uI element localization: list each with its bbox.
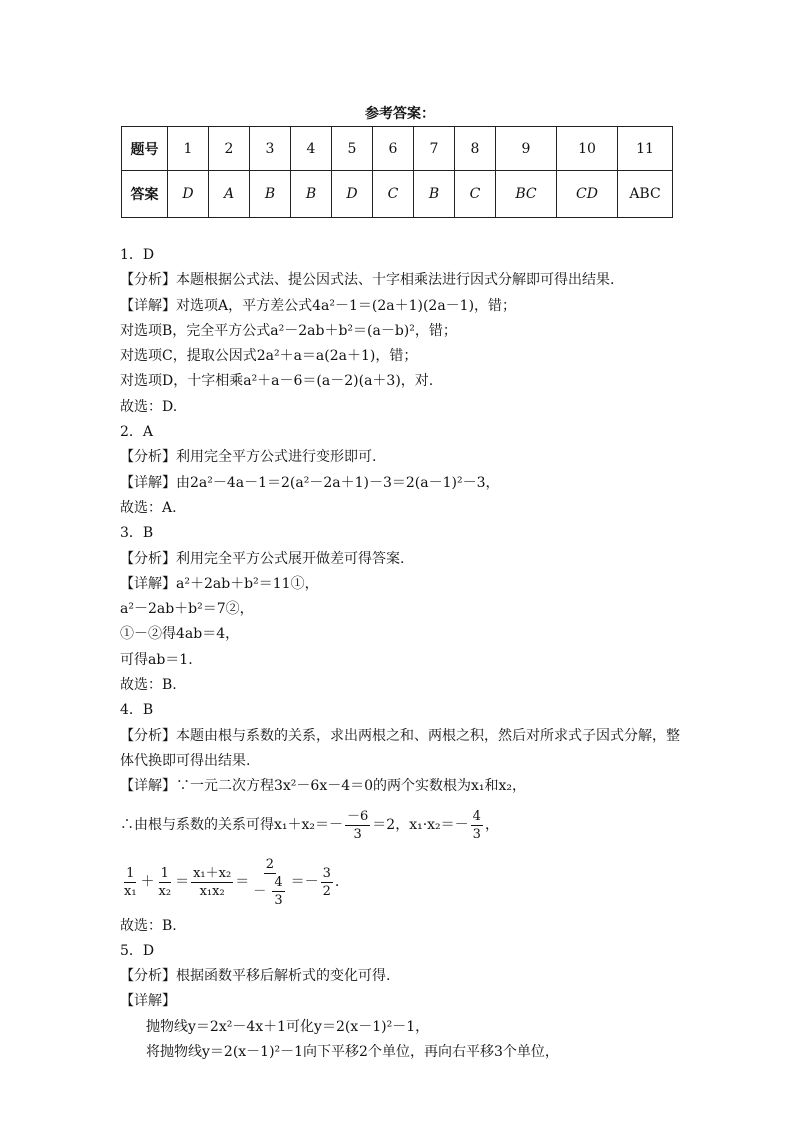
table-cell: 3 <box>250 127 291 171</box>
fraction-denominator: x₁x₂ <box>199 884 225 900</box>
table-cell: 10 <box>557 127 618 171</box>
formula-text: － <box>253 884 267 900</box>
formula-text: ， <box>484 816 499 833</box>
table-cell: 6 <box>373 127 414 171</box>
table-cell: 9 <box>496 127 557 171</box>
fraction-denominator: 2 <box>322 884 331 900</box>
question-number: 2．A <box>120 424 154 441</box>
fraction-numerator: 2 <box>265 857 275 873</box>
table-cell: D <box>332 171 373 218</box>
detail-line: 对选项C，提取公因式2a²＋a＝a(2a＋1)，错； <box>120 348 418 365</box>
formula-text: ＝－ <box>290 873 319 890</box>
reciprocal-sum-line <box>120 852 690 914</box>
table-cell: 11 <box>618 127 673 171</box>
formula-text: ＋ <box>140 873 155 890</box>
table-cell: B <box>250 171 291 218</box>
fraction-numerator: 1 <box>160 866 169 882</box>
table-cell: 7 <box>414 127 455 171</box>
choice-line: 故选：A. <box>120 499 177 516</box>
detail-line: 可得ab＝1. <box>120 651 193 668</box>
question-number: 3．B <box>120 525 154 542</box>
fraction <box>157 865 174 900</box>
fraction-denominator: 3 <box>274 893 283 909</box>
table-cell: B <box>291 171 332 218</box>
fraction <box>272 874 284 909</box>
fraction-numerator: x₁＋x₂ <box>193 866 232 882</box>
row-label-answer: 答案 <box>122 171 168 218</box>
formula-text: ＝ <box>175 873 190 890</box>
formula-text: . <box>334 873 340 890</box>
formula-text: ∴由根与系数的关系可得x₁＋x₂＝－ <box>120 816 344 833</box>
table-cell: 5 <box>332 127 373 171</box>
table-cell: BC <box>496 171 557 218</box>
table-cell: A <box>209 171 250 218</box>
row-label-number: 题号 <box>122 127 168 171</box>
detail-line: 对选项D，十字相乘a²＋a－6＝(a－2)(a＋3)，对. <box>120 373 434 390</box>
analysis-line: 【分析】根据函数平移后解析式的变化可得. <box>120 968 391 985</box>
question-number: 4．B <box>120 702 154 719</box>
table-cell: CD <box>557 171 618 218</box>
analysis-line: 【分析】本题根据公式法、提公因式法、十字相乘法进行因式分解即可得出结果. <box>120 272 615 289</box>
table-cell: 8 <box>455 127 496 171</box>
fraction-denominator: x₂ <box>158 884 172 900</box>
fraction-denominator <box>251 874 288 909</box>
table-row-numbers <box>122 127 673 171</box>
table-cell: 1 <box>168 127 209 171</box>
formula-text: ＝ <box>235 873 250 890</box>
detail-line: ①－②得4ab＝4， <box>120 626 240 643</box>
choice-line: 故选：B. <box>120 917 177 934</box>
table-row-answers <box>122 171 673 218</box>
detail-line: 抛物线y＝2x²－4x＋1可化y＝2(x－1)²－1， <box>146 1018 430 1035</box>
fraction-numerator: 3 <box>322 866 331 882</box>
fraction-numerator: 1 <box>126 866 135 882</box>
analysis-line: 【分析】利用完全平方公式进行变形即可. <box>120 449 377 466</box>
complex-fraction <box>251 856 288 909</box>
table-cell: ABC <box>618 171 673 218</box>
detail-line: 【详解】a²＋2ab＋b²＝11①， <box>120 575 319 592</box>
fraction <box>471 808 483 843</box>
answer-key-title: 参考答案： <box>365 106 435 122</box>
choice-line: 故选：B. <box>120 677 177 694</box>
question-number: 5．D <box>120 942 155 959</box>
detail-line: a²－2ab＋b²＝7②， <box>120 601 254 618</box>
solution-body <box>120 243 690 1065</box>
choice-line: 故选：D. <box>120 398 178 415</box>
fraction-denominator: x₁ <box>124 884 137 900</box>
analysis-line: 【分析】利用完全平方公式展开做差可得答案. <box>120 550 405 567</box>
fraction-denominator: 3 <box>353 827 362 843</box>
fraction <box>345 808 370 843</box>
fraction <box>191 865 233 900</box>
table-cell: 2 <box>209 127 250 171</box>
table-cell: C <box>373 171 414 218</box>
detail-line: 【详解】 <box>120 993 176 1010</box>
vieta-line <box>120 800 690 852</box>
question-number: 1．D <box>120 247 155 263</box>
detail-line: 对选项B，完全平方公式a²－2ab＋b²＝(a－b)²，错； <box>120 322 457 339</box>
detail-line: 【详解】对选项A，平方差公式4a²－1＝(2a＋1)(2a－1)，错； <box>120 297 517 314</box>
fraction-numerator: 4 <box>274 875 283 891</box>
fraction-numerator: 4 <box>472 809 481 825</box>
table-cell: D <box>168 171 209 218</box>
analysis-line: 【分析】本题由根与系数的关系，求出两根之和、两根之积，然后对所求式子因式分解，整体代换即可得出结果. <box>120 727 680 769</box>
table-cell: C <box>455 171 496 218</box>
fraction <box>321 865 333 900</box>
formula-text: ＝2，x₁·x₂＝－ <box>372 816 469 833</box>
detail-line: 将抛物线y＝2(x－1)²－1向下平移2个单位，再向右平移3个单位， <box>146 1044 559 1061</box>
detail-line: 【详解】∵一元二次方程3x²－6x－4＝0的两个实数根为x₁和x₂， <box>120 778 527 795</box>
fraction-denominator: 3 <box>472 827 481 843</box>
answer-table <box>121 126 673 218</box>
table-cell: B <box>414 171 455 218</box>
table-cell: 4 <box>291 127 332 171</box>
fraction-numerator: －6 <box>347 809 369 825</box>
detail-line: 【详解】由2a²－4a－1＝2(a²－2a＋1)－3＝2(a－1)²－3， <box>120 474 500 491</box>
fraction <box>122 865 139 900</box>
